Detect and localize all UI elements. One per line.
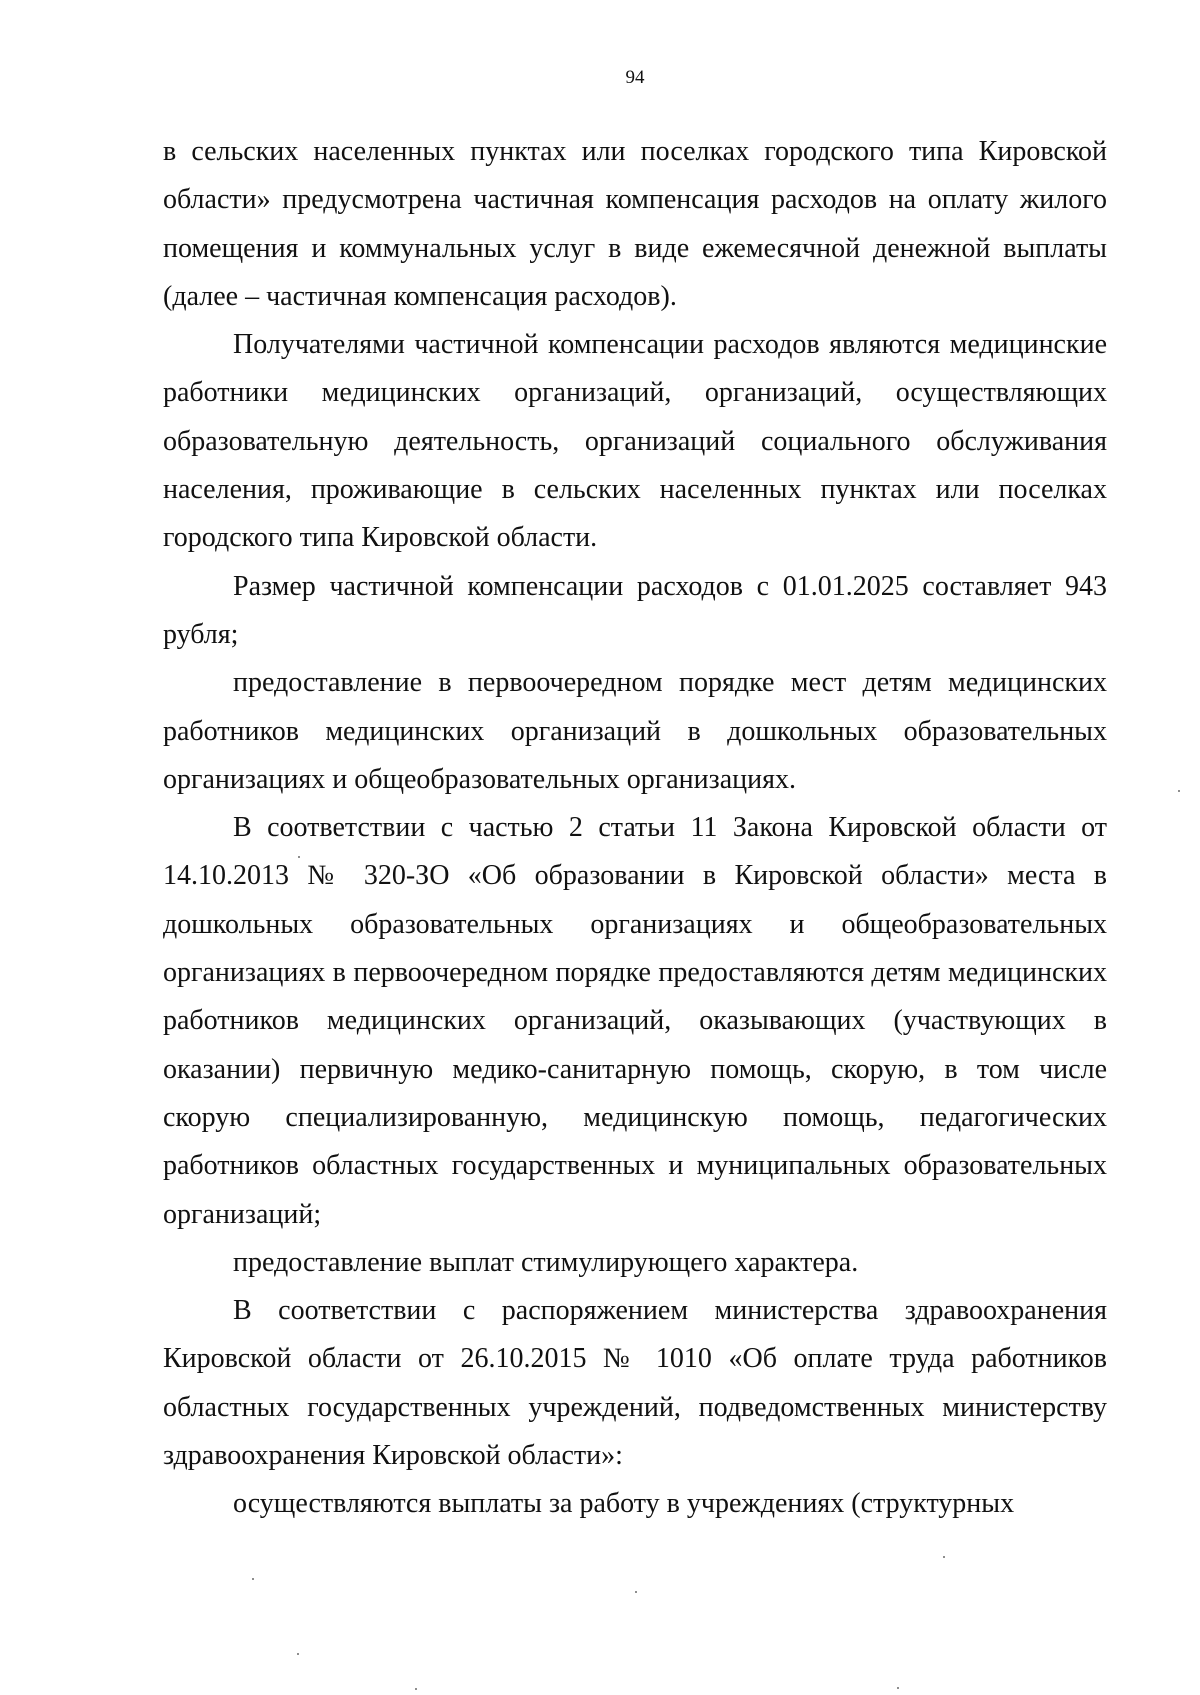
scan-speck — [897, 1687, 899, 1689]
paragraph-kindergarten-priority: предоставление в первоочередном порядке мест детям медицинских работников медицинских организаций в дошкольных образовательных организациях и общеобразовательных организациях. — [163, 667, 1107, 795]
page-number: 94 — [625, 67, 645, 88]
paragraph-recipients: Получателями частичной компенсации расходов являются медицинские работники медицинских организаций, организаций, осуществляющих образовательную деятельность, организаций социального обслуживания населения, проживающие в сельских населенных пунктах или поселках городского типа Кировской области. — [163, 329, 1107, 554]
paragraph-compensation-intro: в сельских населенных пунктах или поселках городского типа Кировской области» предусмотрена частичная компенсация расходов на оплату жилого помещения и коммунальных услуг в виде ежемесячной денежной выплаты (далее – частичная компенсация расходов). — [163, 136, 1107, 312]
scan-speck — [415, 1688, 417, 1690]
scan-speck — [1178, 790, 1180, 792]
scan-speck — [943, 1556, 945, 1558]
scan-speck — [635, 1591, 637, 1593]
paragraph-incentive-payments: предоставление выплат стимулирующего характера. — [233, 1246, 859, 1278]
paragraph-payments-start: осуществляются выплаты за работу в учреждениях (структурных — [233, 1488, 1015, 1520]
scan-speck — [297, 1653, 299, 1655]
scan-speck — [298, 856, 300, 858]
body-text — [163, 128, 1107, 1529]
paragraph-compensation-amount: Размер частичной компенсации расходов с 01.01.2025 составляет 943 рубля; — [163, 570, 1107, 650]
paragraph-ministry-order: В соответствии с распоряжением министерства здравоохранения Кировской области от 26.10.2015 № 1010 «Об оплате труда работников областных государственных учреждений, подведомственных министерству здравоохранения Кировской области»: — [163, 1295, 1107, 1472]
scan-speck — [252, 1578, 254, 1580]
paragraph-law-reference: В соответствии с частью 2 статьи 11 Закона Кировской области от 14.10.2013 № 320-ЗО «Об образовании в Кировской области» места в дошкольных образовательных организациях и общеобразовательных организациях в первоочередном порядке предоставляются детям медицинских работников медицинских организаций, оказывающих (участвующих в оказании) первичную медико-санитарную помощь, скорую, в том числе скорую специализированную, медицинскую помощь, педагогических работников областных государственных и муниципальных образовательных организаций; — [163, 812, 1107, 1230]
